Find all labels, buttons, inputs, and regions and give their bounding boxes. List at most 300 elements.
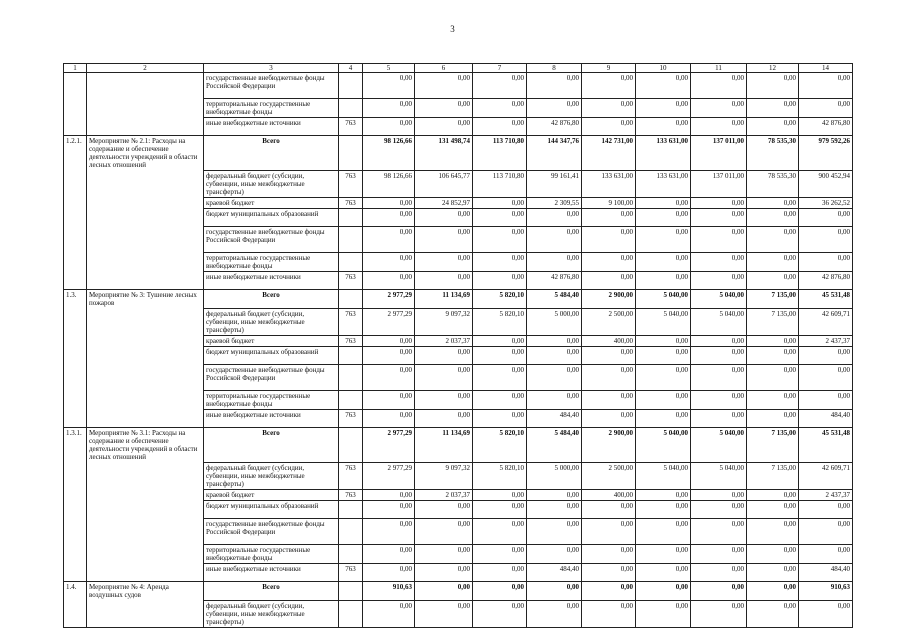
amount-cell: 0,00	[473, 364, 527, 390]
budget-code: 763	[339, 335, 363, 346]
amount-cell: 106 645,77	[415, 170, 473, 197]
column-header: 11	[691, 64, 747, 73]
amount-cell: 0,00	[747, 390, 799, 409]
column-header: 9	[582, 64, 636, 73]
amount-cell: 0,00	[636, 335, 691, 346]
budget-code: 763	[339, 409, 363, 427]
funding-source: иные внебюджетные источники	[204, 118, 339, 136]
table-row	[64, 209, 853, 227]
event-name	[87, 518, 204, 544]
amount-cell: 0,00	[799, 364, 853, 390]
funding-source: государственные внебюджетные фонды Российской Федерации	[204, 227, 339, 253]
amount-cell: 910,63	[799, 581, 853, 600]
amount-cell: 99 161,41	[527, 170, 582, 197]
event-name: Мероприятие № 4: Аренда воздушных судов	[87, 581, 204, 600]
amount-cell: 5 484,40	[527, 290, 582, 309]
amount-cell: 0,00	[582, 227, 636, 253]
amount-cell: 0,00	[527, 390, 582, 409]
amount-cell: 0,00	[691, 390, 747, 409]
amount-cell: 2 900,00	[582, 290, 636, 309]
amount-cell: 2 900,00	[582, 427, 636, 462]
amount-cell: 0,00	[527, 544, 582, 563]
amount-cell: 0,00	[415, 209, 473, 227]
row-index	[64, 227, 87, 253]
amount-cell: 0,00	[636, 563, 691, 581]
amount-cell: 2 500,00	[582, 462, 636, 489]
amount-cell: 0,00	[415, 346, 473, 364]
budget-code	[339, 227, 363, 253]
amount-cell: 484,40	[527, 409, 582, 427]
amount-cell: 0,00	[691, 518, 747, 544]
table-row-total	[64, 136, 853, 171]
row-index	[64, 364, 87, 390]
funding-source: бюджет муниципальных образований	[204, 500, 339, 518]
amount-cell: 0,00	[747, 581, 799, 600]
row-index	[64, 197, 87, 208]
funding-source: федеральный бюджет (субсидии, субвенции, иные межбюджетные трансферты)	[204, 600, 339, 627]
funding-source: федеральный бюджет (субсидии, субвенции, иные межбюджетные трансферты)	[204, 170, 339, 197]
funding-source: федеральный бюджет (субсидии, субвенции, иные межбюджетные трансферты)	[204, 308, 339, 335]
amount-cell: 0,00	[636, 364, 691, 390]
amount-cell: 0,00	[747, 364, 799, 390]
amount-cell: 0,00	[363, 600, 415, 627]
event-name	[87, 73, 204, 99]
amount-cell: 0,00	[691, 272, 747, 290]
budget-code	[339, 290, 363, 309]
row-index	[64, 518, 87, 544]
funding-source: государственные внебюджетные фонды Российской Федерации	[204, 518, 339, 544]
table-body	[64, 73, 853, 628]
amount-cell: 98 126,66	[363, 136, 415, 171]
amount-cell: 0,00	[415, 73, 473, 99]
column-header: 5	[363, 64, 415, 73]
amount-cell: 0,00	[636, 197, 691, 208]
amount-cell: 9 100,00	[582, 197, 636, 208]
row-index: 1.2.1.	[64, 136, 87, 171]
amount-cell: 0,00	[799, 544, 853, 563]
event-name	[87, 227, 204, 253]
column-header: 4	[339, 64, 363, 73]
table-row	[64, 364, 853, 390]
amount-cell: 0,00	[747, 500, 799, 518]
amount-cell: 0,00	[415, 409, 473, 427]
amount-cell: 0,00	[799, 390, 853, 409]
amount-cell: 0,00	[747, 489, 799, 500]
amount-cell: 0,00	[363, 118, 415, 136]
amount-cell: 0,00	[415, 544, 473, 563]
table-row	[64, 346, 853, 364]
amount-cell: 5 040,00	[691, 308, 747, 335]
funding-source: бюджет муниципальных образований	[204, 209, 339, 227]
event-name	[87, 563, 204, 581]
amount-cell: 2 977,29	[363, 290, 415, 309]
amount-cell: 0,00	[691, 409, 747, 427]
amount-cell: 5 000,00	[527, 308, 582, 335]
event-name	[87, 409, 204, 427]
amount-cell: 144 347,76	[527, 136, 582, 171]
amount-cell: 0,00	[473, 390, 527, 409]
amount-cell: 0,00	[636, 209, 691, 227]
amount-cell: 0,00	[636, 500, 691, 518]
amount-cell: 0,00	[636, 272, 691, 290]
row-index	[64, 462, 87, 489]
budget-code: 763	[339, 563, 363, 581]
table-row	[64, 118, 853, 136]
amount-cell: 5 820,10	[473, 308, 527, 335]
amount-cell: 5 820,10	[473, 427, 527, 462]
event-name	[87, 544, 204, 563]
amount-cell: 0,00	[747, 335, 799, 346]
amount-cell: 979 592,26	[799, 136, 853, 171]
column-number-row	[64, 64, 853, 73]
table-row	[64, 563, 853, 581]
amount-cell: 0,00	[527, 364, 582, 390]
funding-source-total: Всего	[204, 136, 339, 171]
column-header: 8	[527, 64, 582, 73]
amount-cell: 0,00	[747, 73, 799, 99]
amount-cell: 0,00	[582, 364, 636, 390]
amount-cell: 0,00	[799, 99, 853, 118]
budget-code: 763	[339, 462, 363, 489]
row-index	[64, 308, 87, 335]
amount-cell: 0,00	[582, 600, 636, 627]
amount-cell: 0,00	[636, 581, 691, 600]
event-name	[87, 346, 204, 364]
event-name: Мероприятие № 3: Тушение лесных пожаров	[87, 290, 204, 309]
amount-cell: 0,00	[473, 489, 527, 500]
amount-cell: 0,00	[473, 581, 527, 600]
budget-code: 763	[339, 489, 363, 500]
row-index	[64, 544, 87, 563]
amount-cell: 2 037,37	[415, 489, 473, 500]
amount-cell: 0,00	[473, 272, 527, 290]
amount-cell: 0,00	[799, 209, 853, 227]
amount-cell: 2 437,37	[799, 489, 853, 500]
amount-cell: 2 977,29	[363, 308, 415, 335]
budget-code	[339, 427, 363, 462]
amount-cell: 0,00	[363, 409, 415, 427]
column-header: 2	[87, 64, 204, 73]
amount-cell: 0,00	[691, 118, 747, 136]
amount-cell: 0,00	[691, 99, 747, 118]
row-index: 1.3.1.	[64, 427, 87, 462]
budget-code: 763	[339, 197, 363, 208]
budget-code	[339, 364, 363, 390]
table-row	[64, 489, 853, 500]
amount-cell: 113 710,80	[473, 170, 527, 197]
event-name: Мероприятие № 3.1: Расходы на содержание и обеспечение деятельности учреждений в области лесных отношений	[87, 427, 204, 462]
amount-cell: 0,00	[636, 99, 691, 118]
funding-source: бюджет муниципальных образований	[204, 346, 339, 364]
amount-cell: 42 876,80	[527, 272, 582, 290]
row-index	[64, 390, 87, 409]
amount-cell: 0,00	[747, 209, 799, 227]
event-name	[87, 500, 204, 518]
amount-cell: 0,00	[799, 253, 853, 272]
amount-cell: 0,00	[363, 209, 415, 227]
amount-cell: 2 977,29	[363, 427, 415, 462]
amount-cell: 0,00	[363, 544, 415, 563]
amount-cell: 0,00	[747, 118, 799, 136]
funding-source: иные внебюджетные источники	[204, 563, 339, 581]
amount-cell: 0,00	[636, 544, 691, 563]
row-index	[64, 209, 87, 227]
amount-cell: 5 040,00	[636, 290, 691, 309]
column-header: 10	[636, 64, 691, 73]
amount-cell: 2 437,37	[799, 335, 853, 346]
amount-cell: 7 135,00	[747, 427, 799, 462]
funding-source: краевой бюджет	[204, 197, 339, 208]
amount-cell: 42 876,80	[799, 118, 853, 136]
amount-cell: 0,00	[582, 544, 636, 563]
table-row	[64, 390, 853, 409]
funding-source-total: Всего	[204, 290, 339, 309]
amount-cell: 0,00	[527, 500, 582, 518]
amount-cell: 0,00	[747, 563, 799, 581]
budget-code	[339, 209, 363, 227]
budget-code	[339, 99, 363, 118]
event-name	[87, 197, 204, 208]
amount-cell: 0,00	[747, 99, 799, 118]
amount-cell: 0,00	[527, 227, 582, 253]
budget-code	[339, 544, 363, 563]
amount-cell: 0,00	[582, 346, 636, 364]
event-name	[87, 390, 204, 409]
amount-cell: 0,00	[691, 544, 747, 563]
amount-cell: 7 135,00	[747, 462, 799, 489]
row-index: 1.4.	[64, 581, 87, 600]
amount-cell: 0,00	[415, 99, 473, 118]
amount-cell: 0,00	[363, 99, 415, 118]
amount-cell: 0,00	[363, 489, 415, 500]
amount-cell: 400,00	[582, 489, 636, 500]
funding-source: государственные внебюджетные фонды Российской Федерации	[204, 364, 339, 390]
amount-cell: 0,00	[473, 253, 527, 272]
amount-cell: 0,00	[363, 253, 415, 272]
amount-cell: 0,00	[636, 118, 691, 136]
row-index: 1.3.	[64, 290, 87, 309]
amount-cell: 0,00	[691, 581, 747, 600]
amount-cell: 0,00	[473, 209, 527, 227]
funding-source: иные внебюджетные источники	[204, 409, 339, 427]
amount-cell: 0,00	[747, 272, 799, 290]
amount-cell: 5 040,00	[691, 462, 747, 489]
budget-code: 763	[339, 308, 363, 335]
amount-cell: 0,00	[473, 544, 527, 563]
amount-cell: 0,00	[799, 500, 853, 518]
amount-cell: 0,00	[415, 581, 473, 600]
row-index	[64, 170, 87, 197]
amount-cell: 0,00	[473, 409, 527, 427]
amount-cell: 9 097,32	[415, 462, 473, 489]
column-header: 12	[747, 64, 799, 73]
event-name	[87, 364, 204, 390]
amount-cell: 0,00	[415, 253, 473, 272]
amount-cell: 0,00	[473, 563, 527, 581]
amount-cell: 0,00	[473, 335, 527, 346]
amount-cell: 0,00	[691, 364, 747, 390]
amount-cell: 0,00	[691, 346, 747, 364]
budget-code	[339, 500, 363, 518]
budget-code	[339, 600, 363, 627]
row-index	[64, 99, 87, 118]
amount-cell: 0,00	[747, 227, 799, 253]
amount-cell: 0,00	[527, 346, 582, 364]
amount-cell: 42 876,80	[799, 272, 853, 290]
column-header: 14	[799, 64, 853, 73]
amount-cell: 0,00	[473, 346, 527, 364]
amount-cell: 0,00	[527, 73, 582, 99]
amount-cell: 7 135,00	[747, 308, 799, 335]
amount-cell: 42 876,80	[527, 118, 582, 136]
amount-cell: 0,00	[527, 209, 582, 227]
amount-cell: 133 631,00	[636, 136, 691, 171]
amount-cell: 0,00	[636, 253, 691, 272]
amount-cell: 0,00	[527, 335, 582, 346]
table-row	[64, 99, 853, 118]
funding-source: территориальные государственные внебюджетные фонды	[204, 544, 339, 563]
amount-cell: 0,00	[582, 563, 636, 581]
table-row	[64, 544, 853, 563]
budget-code	[339, 346, 363, 364]
amount-cell: 0,00	[415, 500, 473, 518]
amount-cell: 0,00	[363, 272, 415, 290]
amount-cell: 0,00	[582, 581, 636, 600]
amount-cell: 2 500,00	[582, 308, 636, 335]
table-row	[64, 253, 853, 272]
row-index	[64, 500, 87, 518]
amount-cell: 0,00	[747, 253, 799, 272]
row-index	[64, 489, 87, 500]
amount-cell: 0,00	[363, 500, 415, 518]
funding-source: федеральный бюджет (субсидии, субвенции, иные межбюджетные трансферты)	[204, 462, 339, 489]
row-index	[64, 253, 87, 272]
amount-cell: 98 126,66	[363, 170, 415, 197]
budget-table	[63, 63, 853, 628]
row-index	[64, 563, 87, 581]
amount-cell: 42 609,71	[799, 462, 853, 489]
amount-cell: 78 535,30	[747, 170, 799, 197]
table-row	[64, 197, 853, 208]
table-row	[64, 73, 853, 99]
amount-cell: 0,00	[582, 73, 636, 99]
amount-cell: 0,00	[363, 73, 415, 99]
amount-cell: 0,00	[799, 73, 853, 99]
amount-cell: 0,00	[473, 227, 527, 253]
amount-cell: 45 531,48	[799, 290, 853, 309]
funding-source: краевой бюджет	[204, 335, 339, 346]
event-name	[87, 489, 204, 500]
budget-code	[339, 73, 363, 99]
table-row	[64, 409, 853, 427]
amount-cell: 910,63	[363, 581, 415, 600]
budget-code: 763	[339, 118, 363, 136]
amount-cell: 113 710,80	[473, 136, 527, 171]
amount-cell: 0,00	[636, 489, 691, 500]
budget-code	[339, 390, 363, 409]
amount-cell: 5 484,40	[527, 427, 582, 462]
amount-cell: 0,00	[582, 518, 636, 544]
amount-cell: 0,00	[363, 390, 415, 409]
amount-cell: 0,00	[527, 99, 582, 118]
funding-source: территориальные государственные внебюджетные фонды	[204, 99, 339, 118]
amount-cell: 0,00	[582, 272, 636, 290]
amount-cell: 78 535,30	[747, 136, 799, 171]
amount-cell: 0,00	[636, 346, 691, 364]
amount-cell: 0,00	[799, 600, 853, 627]
table-row	[64, 272, 853, 290]
amount-cell: 0,00	[363, 227, 415, 253]
amount-cell: 0,00	[473, 518, 527, 544]
amount-cell: 484,40	[799, 563, 853, 581]
budget-code: 763	[339, 272, 363, 290]
amount-cell: 137 011,00	[691, 136, 747, 171]
amount-cell: 0,00	[747, 346, 799, 364]
amount-cell: 142 731,00	[582, 136, 636, 171]
table-row-total	[64, 427, 853, 462]
amount-cell: 0,00	[415, 364, 473, 390]
amount-cell: 0,00	[473, 197, 527, 208]
event-name	[87, 462, 204, 489]
amount-cell: 0,00	[363, 364, 415, 390]
column-header: 6	[415, 64, 473, 73]
amount-cell: 5 820,10	[473, 290, 527, 309]
amount-cell: 0,00	[691, 600, 747, 627]
amount-cell: 0,00	[691, 227, 747, 253]
amount-cell: 0,00	[415, 227, 473, 253]
amount-cell: 484,40	[799, 409, 853, 427]
amount-cell: 0,00	[473, 73, 527, 99]
event-name	[87, 335, 204, 346]
amount-cell: 0,00	[636, 73, 691, 99]
amount-cell: 0,00	[527, 581, 582, 600]
amount-cell: 0,00	[473, 500, 527, 518]
amount-cell: 45 531,48	[799, 427, 853, 462]
column-header: 1	[64, 64, 87, 73]
amount-cell: 0,00	[473, 118, 527, 136]
amount-cell: 0,00	[747, 409, 799, 427]
event-name	[87, 253, 204, 272]
event-name	[87, 209, 204, 227]
amount-cell: 0,00	[415, 600, 473, 627]
amount-cell: 0,00	[691, 335, 747, 346]
table-row	[64, 335, 853, 346]
amount-cell: 0,00	[582, 500, 636, 518]
event-name	[87, 170, 204, 197]
amount-cell: 0,00	[582, 118, 636, 136]
amount-cell: 11 134,69	[415, 427, 473, 462]
amount-cell: 5 040,00	[691, 290, 747, 309]
funding-source: территориальные государственные внебюджетные фонды	[204, 390, 339, 409]
funding-source: государственные внебюджетные фонды Российской Федерации	[204, 73, 339, 99]
amount-cell: 0,00	[415, 518, 473, 544]
amount-cell: 7 135,00	[747, 290, 799, 309]
event-name	[87, 600, 204, 627]
amount-cell: 0,00	[582, 409, 636, 427]
column-header: 3	[204, 64, 339, 73]
amount-cell: 131 498,74	[415, 136, 473, 171]
amount-cell: 133 631,00	[582, 170, 636, 197]
funding-source-total: Всего	[204, 581, 339, 600]
amount-cell: 484,40	[527, 563, 582, 581]
amount-cell: 0,00	[582, 253, 636, 272]
amount-cell: 2 037,37	[415, 335, 473, 346]
amount-cell: 0,00	[527, 489, 582, 500]
row-index	[64, 272, 87, 290]
amount-cell: 24 852,97	[415, 197, 473, 208]
amount-cell: 0,00	[363, 563, 415, 581]
table-row	[64, 462, 853, 489]
